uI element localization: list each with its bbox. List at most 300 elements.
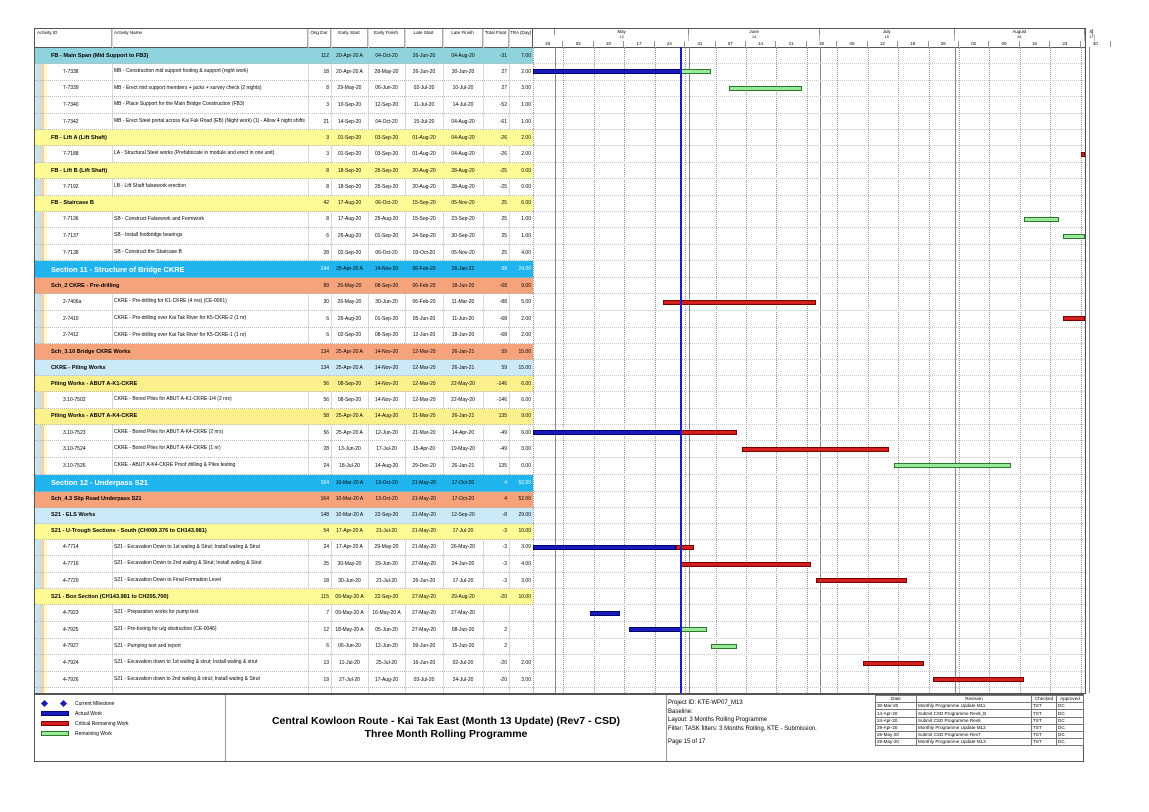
timescale-day-tick: 16 [1020, 41, 1050, 47]
timescale-day-tick: 10 [594, 41, 624, 47]
cell-lf: 24-Jul-20 [452, 676, 474, 683]
cell-name: MB - Erect mid support members + jacks + survey check (2 nights) [114, 84, 262, 91]
cell-tra: 3.00 [521, 544, 531, 551]
cell-tra [509, 639, 533, 655]
cell-tra: 52.00 [518, 496, 531, 503]
cell-id: 4-7720 [63, 577, 79, 584]
week-gridline [716, 47, 717, 693]
activity-row[interactable] [35, 179, 533, 196]
timescale-month: June [689, 29, 819, 35]
revision-cell: TST [1032, 739, 1057, 746]
cell-lf: 05-Nov-20 [451, 249, 475, 256]
row-gridline [533, 277, 1085, 278]
revision-cell: 30-Mar-20 [876, 703, 917, 710]
cell-name: MB - Erect Steel portal across Kai Fuk Road (EB) (Night work) (1) - Allow 4 night shifts [114, 117, 305, 124]
activity-row[interactable] [35, 311, 533, 328]
revision-cell: DC [1057, 710, 1084, 717]
actual-work-bar[interactable] [533, 69, 681, 74]
legend-label: Remaining Work [75, 731, 112, 737]
cell-lf: 04-Aug-20 [451, 151, 475, 158]
programme-title-block [225, 695, 667, 761]
remaining-work-bar[interactable] [894, 463, 1011, 468]
cell-tf: -68 [499, 332, 507, 339]
wbs-group-row[interactable] [35, 163, 533, 179]
revision-cell: Submit CSD Programme Rev5_B [917, 710, 1032, 717]
filter-text: Filter: TASK filters: 3 Months Rolling, KTE - Submission. [668, 725, 817, 732]
cell-id: 7-7137 [63, 232, 79, 239]
cell-tra: 1.00 [521, 232, 531, 239]
cell-ls: 27-May-20 [412, 560, 436, 567]
cell-name: CKRE - Pre-drilling over Kai Tak River for K5-CKRE-1 (1 nr) [114, 331, 247, 338]
cell-id: 7-7338 [63, 68, 79, 75]
cell-tra: 2.00 [521, 315, 531, 322]
cell-es: 18-Sep-20 [337, 167, 362, 174]
cell-ef: 14-Nov-20 [374, 380, 399, 387]
schedule-sheet [34, 28, 1098, 694]
timescale-day-tick: 26 [533, 41, 563, 47]
cell-ef: 22-Sep-20 [374, 512, 399, 519]
rev-header-revision: Revision [917, 696, 1032, 703]
data-date-line [680, 47, 682, 693]
activity-row[interactable] [35, 392, 533, 409]
remaining-work-bar[interactable] [1024, 217, 1059, 222]
cell-ef: 28-May-20 [374, 68, 399, 75]
revision-row [876, 724, 1084, 731]
project-info [665, 695, 875, 761]
cell-id: 3.10-7502 [63, 396, 86, 403]
legend-actual [41, 710, 102, 718]
cell-ls: 27-May-20 [412, 593, 436, 600]
row-gridline [533, 424, 1085, 425]
cell-lf: 29-Aug-20 [451, 593, 475, 600]
cell-tf: -20 [499, 593, 507, 600]
cell-id: 3.10-7524 [63, 446, 86, 453]
wbs-group-row[interactable] [35, 48, 533, 64]
cell-tra: 1.00 [521, 216, 531, 223]
cell-ls: 27-May-20 [412, 610, 436, 617]
actual-work-bar[interactable] [590, 611, 620, 616]
cell-name: FB - Lift A (Lift Shaft) [51, 134, 107, 141]
cell-name: Piling Works - ABUT A-K1-CKRE [51, 380, 138, 387]
row-gridline [533, 474, 1085, 475]
remaining-work-bar[interactable] [681, 627, 707, 632]
cell-id: 2-7410 [63, 315, 79, 322]
cell-ef: 04-Oct-20 [375, 52, 398, 59]
cell-lf: 22-May-20 [451, 380, 475, 387]
cell-ef: 26-Sep-20 [374, 183, 399, 190]
critical-work-bar[interactable] [681, 430, 738, 435]
header-tra[interactable]: TRA (Day) [509, 29, 533, 47]
cell-ef: 26-Sep-20 [374, 167, 399, 174]
cell-od: 28 [323, 249, 329, 256]
revision-cell: TST [1032, 731, 1057, 738]
header-late-start[interactable]: Late Start [405, 29, 443, 47]
wbs-group-row[interactable] [35, 524, 533, 540]
cell-tra: 0.00 [521, 167, 531, 174]
row-gridline [533, 310, 1085, 311]
wbs-group-row[interactable] [35, 376, 533, 392]
activity-row[interactable] [35, 64, 533, 81]
wbs-group-row[interactable] [35, 508, 533, 524]
activity-row[interactable] [35, 655, 533, 672]
cell-name: CKRE - Bored Piles for ABUT A-K1-CKRE-1/4 (2 nrs) [114, 396, 232, 403]
activity-row[interactable] [35, 228, 533, 245]
cell-ef: 14-Nov-20 [374, 348, 399, 355]
timescale-week-number: 16 [955, 35, 1085, 41]
cell-tra: 6.00 [521, 396, 531, 403]
cell-id: 4-7925 [63, 626, 79, 633]
programme-title: Central Kowloon Route - Kai Tak East (Month 13 Update) (Rev7 - CSD) [271, 715, 621, 727]
legend-critical [41, 720, 129, 728]
actual-work-bar[interactable] [533, 430, 681, 435]
cell-id: 7-7339 [63, 85, 79, 92]
cell-tra: 3.00 [521, 85, 531, 92]
actual-work-bar[interactable] [629, 627, 681, 632]
row-gridline [533, 588, 1085, 589]
activity-row[interactable] [35, 622, 533, 639]
cell-name: Section 12 - Underpass S21 [51, 478, 148, 488]
activity-row[interactable] [35, 639, 533, 656]
cell-name: S21 - Excavation down to 1st waling & strut; Install waling & strut [114, 659, 258, 666]
cell-tf: 2 [504, 643, 507, 650]
wbs-group-row[interactable] [35, 475, 533, 492]
cell-od: 42 [323, 200, 329, 207]
cell-ef: 14-Nov-20 [374, 364, 399, 371]
cell-tra: 2.00 [521, 659, 531, 666]
cell-tf: -3 [502, 544, 507, 551]
header-total-float[interactable]: Total Float [483, 29, 509, 47]
cell-od: 19 [323, 676, 329, 683]
cell-name: LA - Structural Steel works (Prefabricate in module and erect in one unit) [114, 150, 275, 157]
cell-lf: 27-May-20 [451, 610, 475, 617]
row-gridline [533, 260, 1085, 261]
cell-es: 02-Sep-20 [337, 332, 362, 339]
activity-row[interactable] [35, 556, 533, 573]
cell-lf: 26-Jan-21 [451, 413, 475, 420]
row-gridline [533, 343, 1085, 344]
cell-ef: 29-May-20 [374, 544, 399, 551]
cell-od: 115 [321, 593, 329, 600]
rev-header-date: Date [876, 696, 917, 703]
cell-name: SB - Install footbridge bearings [114, 232, 183, 239]
cell-lf: 26-Jan-21 [451, 462, 475, 469]
row-gridline [533, 491, 1085, 492]
cell-ls: 21-Mar-20 [412, 413, 436, 420]
cell-od: 134 [320, 348, 329, 355]
cell-tra [509, 605, 533, 621]
activity-row[interactable] [35, 146, 533, 163]
cell-ef: 14-Aug-20 [374, 413, 399, 420]
cell-od: 8 [326, 85, 329, 92]
timescale-week-number: 13 [555, 35, 690, 41]
critical-work-bar[interactable] [1063, 316, 1085, 321]
layout-name: Layout: 3 Months Rolling Programme [668, 717, 768, 724]
remaining-work-bar[interactable] [711, 644, 737, 649]
row-gridline [533, 507, 1085, 508]
cell-od: 30 [323, 299, 329, 306]
remaining-work-bar[interactable] [681, 69, 711, 74]
cell-ef: 03-Sep-20 [374, 151, 399, 158]
cell-name: CKRE - ABUT A-K4-CKRE Proof drilling & Piles testing [114, 462, 236, 468]
header-activity-id[interactable]: Activity ID [35, 29, 112, 47]
activity-row[interactable] [35, 573, 533, 590]
cell-od: 3 [326, 134, 329, 141]
cell-ls: 15-Apr-20 [412, 446, 436, 453]
row-gridline [533, 555, 1085, 556]
cell-od: 6 [326, 643, 329, 650]
cell-od: 13 [323, 659, 329, 666]
cell-ef: 13-Oct-20 [375, 496, 398, 503]
cell-ls: 20-Aug-20 [412, 183, 436, 190]
wbs-group-row[interactable] [35, 261, 533, 278]
cell-od: 54 [323, 528, 329, 535]
revision-cell: TST [1032, 724, 1057, 731]
row-gridline [533, 687, 1085, 688]
cell-ls: 21-May-20 [412, 496, 436, 503]
revision-cell: Monthly Programme Update M12 [917, 724, 1032, 731]
cell-tra: 9.00 [521, 282, 531, 289]
cell-lf: 17-Jul-20 [452, 528, 474, 535]
revision-cell: DC [1057, 717, 1084, 724]
revision-cell: DC [1057, 724, 1084, 731]
cell-es: 09-May-20 A [335, 610, 364, 617]
activity-row[interactable] [35, 672, 533, 689]
cell-od: 6 [326, 232, 329, 239]
week-gridline [746, 47, 747, 693]
page-number: Page 15 of 17 [668, 739, 706, 746]
timescale-month: August [955, 29, 1085, 35]
activity-row[interactable] [35, 294, 533, 311]
cell-es: 09-May-20 A [335, 593, 364, 600]
timescale-day-tick: 09 [989, 41, 1019, 47]
remaining-work-bar[interactable] [1063, 234, 1085, 239]
cell-name: Sch_4.3 Slip Road Underpass S21 [51, 496, 142, 503]
cell-es: 27-Jul-20 [339, 676, 360, 683]
cell-ls: 06-Feb-20 [412, 282, 436, 289]
header-early-start[interactable]: Early Start [331, 29, 368, 47]
cell-tra: 1.00 [521, 118, 531, 125]
cell-lf: 22-May-20 [451, 396, 475, 403]
cell-ls: 20-Aug-20 [412, 167, 436, 174]
cell-tf: -31 [499, 52, 507, 59]
cell-name: FB - Staircase B [51, 200, 94, 207]
wbs-group-row[interactable] [35, 589, 533, 605]
cell-id: 4-7714 [63, 544, 79, 551]
cell-od: 134 [320, 364, 329, 371]
cell-od: 144 [320, 266, 329, 273]
cell-od: 28 [323, 446, 329, 453]
cell-tra: 6.00 [521, 429, 531, 436]
cell-name: LB - Lift Shaft falsework erection [114, 183, 186, 189]
cell-ef: 06-Oct-20 [375, 200, 398, 207]
critical-work-bar[interactable] [681, 562, 811, 567]
rev-header-checked: Checked [1032, 696, 1057, 703]
cell-lf: 17-Oct-20 [451, 496, 475, 503]
cell-name: S21 - ELS Works [51, 512, 96, 519]
critical-work-bar[interactable] [933, 677, 1024, 682]
row-gridline [533, 604, 1085, 605]
actual-work-bar[interactable] [533, 545, 676, 550]
revision-row [876, 717, 1084, 724]
activity-row[interactable] [35, 441, 533, 458]
cell-id: 7-7342 [63, 118, 79, 125]
cell-lf: 02-Jul-20 [452, 659, 474, 666]
revision-cell: Monthly Programme Update M13 [917, 739, 1032, 746]
cell-es: 25-Apr-20 A [336, 413, 363, 420]
timescale-day-tick: 12 [868, 41, 898, 47]
cell-tf: 27 [501, 85, 507, 92]
activity-row[interactable] [35, 540, 533, 557]
cell-name: S21 - Pre-boring for u/g obstruction (CE-0046) [114, 626, 217, 632]
cell-tf: 59 [501, 348, 507, 355]
cell-ls: 29-Dec-20 [412, 462, 436, 469]
revision-cell: 25-May-20 [876, 731, 917, 738]
cell-od: 89 [323, 282, 329, 289]
cell-es: 26-Aug-20 [337, 232, 362, 239]
wbs-group-row[interactable] [35, 360, 533, 376]
cell-tf: -3 [502, 577, 507, 584]
critical-work-bar[interactable] [663, 300, 815, 305]
row-gridline [533, 359, 1085, 360]
critical-work-bar[interactable] [1081, 152, 1085, 157]
cell-es: 17-Apr-20 A [336, 528, 363, 535]
activity-row[interactable] [35, 81, 533, 98]
legend-label: Actual Work [75, 711, 102, 717]
timescale-day-tick: 26 [929, 41, 959, 47]
cell-tf: 4 [504, 479, 507, 486]
cell-lf: 28-Aug-20 [451, 167, 475, 174]
activity-row[interactable] [35, 114, 533, 131]
revision-cell: DC [1057, 731, 1084, 738]
wbs-group-row[interactable] [35, 130, 533, 146]
cell-od: 6 [326, 315, 329, 322]
cell-od: 56 [323, 429, 329, 436]
cell-tf: -68 [499, 282, 507, 289]
timescale-week-number: 15 [820, 35, 955, 41]
cell-id: 7-7340 [63, 101, 79, 108]
activity-row[interactable] [35, 425, 533, 442]
activity-row[interactable] [35, 97, 533, 114]
revision-row [876, 703, 1084, 710]
cell-ls: 26-Jun-20 [412, 577, 436, 584]
activity-row[interactable] [35, 245, 533, 262]
cell-tf: -20 [499, 659, 507, 666]
row-gridline [533, 113, 1085, 114]
row-gridline [533, 162, 1085, 163]
wbs-group-row[interactable] [35, 492, 533, 508]
cell-tra: 10.00 [518, 593, 531, 600]
legend-remaining [41, 730, 112, 738]
month-gridline [689, 47, 690, 693]
cell-tf: -8 [502, 512, 507, 519]
critical-work-bar[interactable] [742, 447, 890, 452]
revision-cell: Submit CSD Programme Rev7 [917, 731, 1032, 738]
wbs-group-row[interactable] [35, 278, 533, 294]
cell-lf: 17-Oct-20 [451, 479, 475, 486]
critical-work-bar[interactable] [816, 578, 907, 583]
cell-es: 10-Sep-20 [337, 101, 362, 108]
cell-lf: 14-Apr-20 [451, 429, 475, 436]
cell-od: 112 [321, 52, 329, 59]
cell-es: 26-May-20 [337, 299, 362, 306]
cell-es: 17-Aug-20 [337, 200, 362, 207]
cell-name: CKRE - Bored Piles for ABUT A-K4-CKRE (1 nr) [114, 445, 221, 452]
cell-es: 08-Sep-20 [337, 396, 362, 403]
week-gridline [776, 47, 777, 693]
cell-tra: 15.00 [518, 364, 531, 371]
wbs-group-row[interactable] [35, 344, 533, 360]
cell-name: S21 - Preparation works for pump test [114, 609, 199, 616]
cell-name: MB - Place Support for the Main Bridge Construction (FB3) [114, 101, 245, 108]
cell-tf: 135 [498, 462, 507, 469]
cell-ls: 21-May-20 [412, 544, 436, 551]
cell-tf: -3 [502, 560, 507, 567]
cell-tra: 2.00 [521, 134, 531, 141]
wbs-group-row[interactable] [35, 409, 533, 425]
cell-ef: 01-Sep-20 [374, 315, 399, 322]
cell-ef: 14-Aug-20 [374, 462, 399, 469]
activity-row[interactable] [35, 212, 533, 229]
cell-od: 8 [326, 216, 329, 223]
cell-tra: 7.00 [521, 52, 531, 59]
cell-ef: 05-Jun-20 [375, 626, 398, 633]
cell-od: 164 [320, 496, 329, 503]
cell-es: 01-Sep-20 [337, 151, 362, 158]
cell-tf: 27 [501, 68, 507, 75]
cell-name: Piling Works - ABUT A-K4-CKRE [51, 413, 138, 420]
remaining-work-bar[interactable] [729, 86, 803, 91]
activity-row[interactable] [35, 605, 533, 622]
cell-tra: 3.00 [521, 577, 531, 584]
cell-ls: 26-Jun-20 [412, 68, 436, 75]
header-orig-dur[interactable]: Orig Dur [308, 29, 331, 47]
cell-od: 21 [323, 118, 329, 125]
cell-ls: 12-Mar-20 [412, 380, 436, 387]
header-activity-name[interactable]: Activity Name [112, 29, 308, 47]
revision-cell: TST [1032, 703, 1057, 710]
timescale-day-tick: 14 [746, 41, 776, 47]
cell-name: S21 - Pumping test and report [114, 642, 181, 649]
week-gridline [959, 47, 960, 693]
cell-tra: 2.00 [521, 68, 531, 75]
cell-ef: 08-Sep-20 [374, 332, 399, 339]
critical-work-bar[interactable] [863, 661, 924, 666]
cell-lf: 24-Jun-20 [451, 560, 475, 567]
revision-cell: 14-Apr-20 [876, 710, 917, 717]
cell-tf: 2 [504, 626, 507, 633]
cell-ef: 25-Jul-20 [376, 659, 397, 666]
row-gridline [533, 211, 1085, 212]
cell-od: 56 [323, 396, 329, 403]
cell-tra: 6.00 [521, 380, 531, 387]
header-late-finish[interactable]: Late Finish [443, 29, 483, 47]
cell-lf: 17-Jul-20 [452, 577, 474, 584]
cell-es: 18-Jul-20 [339, 462, 360, 469]
cell-es: 14-Sep-20 [337, 118, 362, 125]
activity-row[interactable] [35, 458, 533, 475]
revision-row [876, 731, 1084, 738]
cell-es: 11-Jul-20 [339, 659, 360, 666]
cell-name: MB - Construction mid support footing & support (night work) [114, 68, 249, 74]
cell-lf: 26-Jan-21 [451, 364, 475, 371]
activity-row[interactable] [35, 328, 533, 345]
cell-ls: 02-Jul-20 [413, 85, 435, 92]
cell-ef: 06-Oct-20 [375, 249, 398, 256]
cell-id: 7-7188 [63, 151, 79, 158]
cell-lf: 05-Nov-20 [451, 200, 475, 207]
header-early-finish[interactable]: Early Finish [368, 29, 405, 47]
wbs-group-row[interactable] [35, 196, 533, 212]
